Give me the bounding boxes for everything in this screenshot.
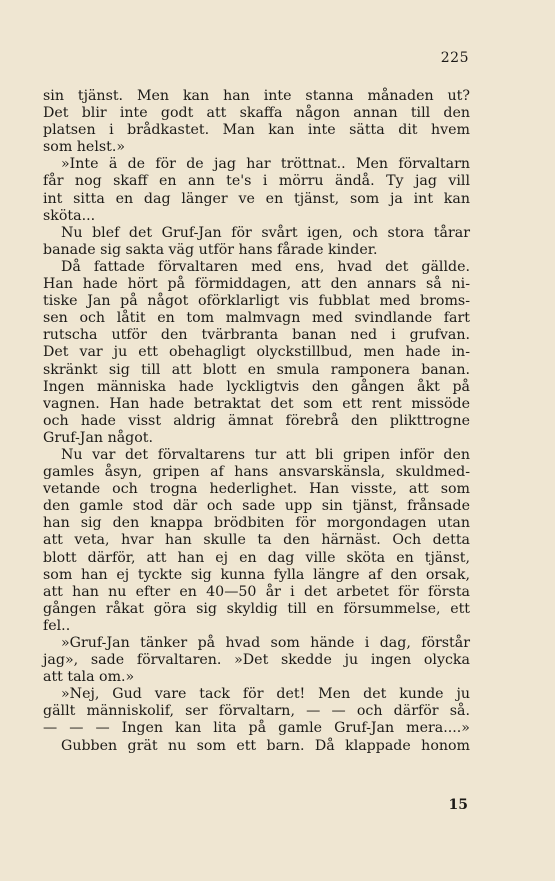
text-line: Nu var det förvaltarens tur att bli gripen inför den [61,446,470,463]
text-line: som han ej tyckte sig kunna fylla längre af den orsak, [43,566,470,583]
text-line: Nu blef det Gruf-Jan för svårt igen, och stora tårar [61,224,470,241]
text-line: gången råkat göra sig skyldig till en försummelse, ett [43,600,470,617]
text-line: Ingen människa hade lyckligtvis den gången åkt på [43,378,470,395]
text-line: Det var ju ett obehagligt olyckstillbud, men hade in- [43,344,470,361]
text-line: Gruf-Jan något. [43,429,154,446]
text-line: och hade visst aldrig ämnat förebrå den plikttrogne [43,412,470,429]
printer-signature-mark: 15 [448,797,468,813]
text-line: gamles åsyn, gripen af hans ansvarskänsla, skuldmed- [43,464,470,481]
text-line: Han hade hört på förmiddagen, att den annars så ni- [43,276,470,293]
text-line: vagnen. Han hade betraktat det som ett rent missöde [43,395,470,412]
text-line: den gamle stod där och sade upp sin tjänst, frånsade [43,498,470,515]
text-line: »Gruf-Jan tänker på hvad som hände i dag, förstår [61,635,470,651]
text-line: skränkt sig till att blott en smula ramponera banan. [43,361,470,378]
text-line: som helst.» [43,139,126,156]
text-line: banade sig sakta väg utför hans fårade kinder. [43,241,378,258]
page-number: 225 [440,50,469,66]
text-line: han sig den knappa brödbiten för morgondagen utan [43,515,470,532]
text-line: gällt människolif, ser förvaltarn, — — och därför så. [43,703,470,720]
text-line: att veta, hvar han skulle ta den härnäst. Och detta [43,532,470,549]
text-line: Då fattade förvaltaren med ens, hvad det gällde. [61,258,470,275]
text-line: att tala om.» [43,669,135,686]
body-text [43,88,470,755]
text-line: »Nej, Gud vare tack för det! Men det kunde ju [61,686,470,703]
text-line: Det blir inte godt att skaffa någon annan till den [43,105,470,122]
text-line: sen och låtit en tom malmvagn med svindlande fart [43,310,470,327]
text-line: jag», sade förvaltaren. »Det skedde ju ingen olycka [43,652,470,669]
text-line: — — — Ingen kan lita på gamle Gruf-Jan mera....» [43,720,470,737]
text-line: vetande och trogna hederlighet. Han visste, att som [43,481,470,498]
text-line: platsen i brådkastet. Man kan inte sätta dit hvem [43,122,470,139]
text-line: tiske Jan på något oförklarligt vis fubblat med broms- [43,293,470,310]
text-line: sin tjänst. Men kan han inte stanna månaden ut? [43,88,470,104]
text-line: int sitta en dag länger ve en tjänst, som ja int kan [43,190,470,207]
text-line: fel.. [43,617,71,634]
text-line: blott därför, att han ej en dag ville sköta en tjänst, [43,549,470,566]
text-line: att han nu efter en 40—50 år i det arbetet för första [43,583,470,600]
text-line: sköta... [43,207,96,224]
text-line: Gubben grät nu som ett barn. Då klappade honom [61,737,470,754]
text-line: »Inte ä de för de jag har tröttnat.. Men förvaltarn [61,156,470,173]
text-line: rutscha utför den tvärbranta banan ned i grufvan. [43,327,470,344]
text-line: får nog skaff en ann te's i mörru ändå. Ty jag vill [43,173,470,190]
